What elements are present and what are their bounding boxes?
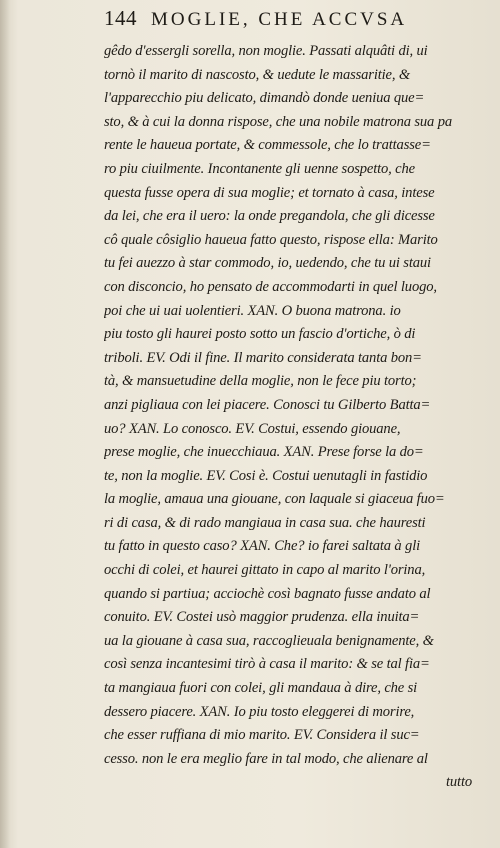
text-line: occhi di colei, et haurei gittato in capo al marito l'orina, — [104, 562, 426, 579]
text-line: ta mangiaua fuori con colei, gli mandaua à dire, che si — [104, 680, 418, 697]
text-line: così senza incantesimi tirò à casa il marito: & se tal fia= — [104, 656, 430, 673]
text-line: prese moglie, che inuecchiaua. XAN. Prese forse la do= — [104, 444, 424, 461]
text-line: uo? XAN. Lo conosco. EV. Costui, essendo giouane, — [104, 420, 401, 437]
text-line: la moglie, amaua una giouane, con laquale si giaceua fuo= — [104, 491, 445, 508]
text-line: poi che ui uai uolentieri. XAN. O buona matrona. io — [104, 302, 401, 319]
text-line: tornò il marito di nascosto, & uedute le massaritie, & — [104, 66, 411, 83]
text-line: questa fusse opera di sua moglie; et tornato à casa, intese — [104, 184, 435, 201]
text-line: cô quale côsiglio haueua fatto questo, rispose ella: Marito — [104, 231, 438, 248]
text-line: triboli. EV. Odi il fine. Il marito considerata tanta bon= — [104, 349, 422, 366]
text-line: tu fatto in questo caso? XAN. Che? io farei saltata à gli — [104, 538, 421, 555]
text-line: ua la giouane à casa sua, raccoglieuala benignamente, & — [104, 632, 434, 649]
text-line: ri di casa, & di rado mangiaua in casa sua. che hauresti — [104, 514, 426, 531]
page-header — [104, 6, 500, 36]
text-line: con disconcio, ho pensato de accommodarti in quel luogo, — [104, 278, 437, 295]
text-line: conuito. EV. Costei usò maggior prudenza. ella inuita= — [104, 609, 420, 626]
page-number: 144 — [104, 6, 137, 30]
body-text — [104, 40, 486, 795]
text-line: ro piu ciuilmente. Incontanente gli uenne sospetto, che — [104, 160, 415, 177]
text-line: che esser ruffiana di mio marito. EV. Considera il suc= — [104, 727, 420, 744]
catchword: tutto — [445, 774, 472, 791]
running-head: MOGLIE, CHE ACCVSA — [151, 9, 408, 30]
text-line: anzi pigliaua con lei piacere. Conosci tu Gilberto Batta= — [104, 396, 431, 413]
text-line: rente le haueua portate, & commessole, che lo trattasse= — [104, 137, 431, 154]
text-line: gêdo d'essergli sorella, non moglie. Passati alquâti di, ui — [104, 43, 428, 59]
text-line: cesso. non le era meglio fare in tal modo, che alienare al — [104, 750, 428, 767]
text-line: dessero piacere. XAN. Io piu tosto eleggerei di morire, — [104, 703, 415, 720]
text-line: da lei, che era il uero: la onde pregandola, che gli dicesse — [104, 208, 435, 225]
text-line: tà, & mansuetudine della moglie, non le fece piu torto; — [104, 373, 417, 390]
text-line: tu fei auezzo à star commodo, io, uedendo, che tu ui staui — [104, 255, 431, 272]
gutter-shadow — [0, 0, 10, 848]
text-line: sto, & à cui la donna rispose, che una nobile matrona sua pa — [104, 113, 452, 130]
text-line: te, non la moglie. EV. Cosi è. Costui uenutagli in fastidio — [104, 467, 428, 484]
text-line: quando si partiua; acciochè così bagnato fusse andato al — [104, 585, 431, 602]
text-line: piu tosto gli haurei posto sotto un fascio d'ortiche, ò di — [104, 326, 416, 343]
text-line: l'apparecchio piu delicato, dimandò donde ueniua que= — [104, 90, 425, 107]
